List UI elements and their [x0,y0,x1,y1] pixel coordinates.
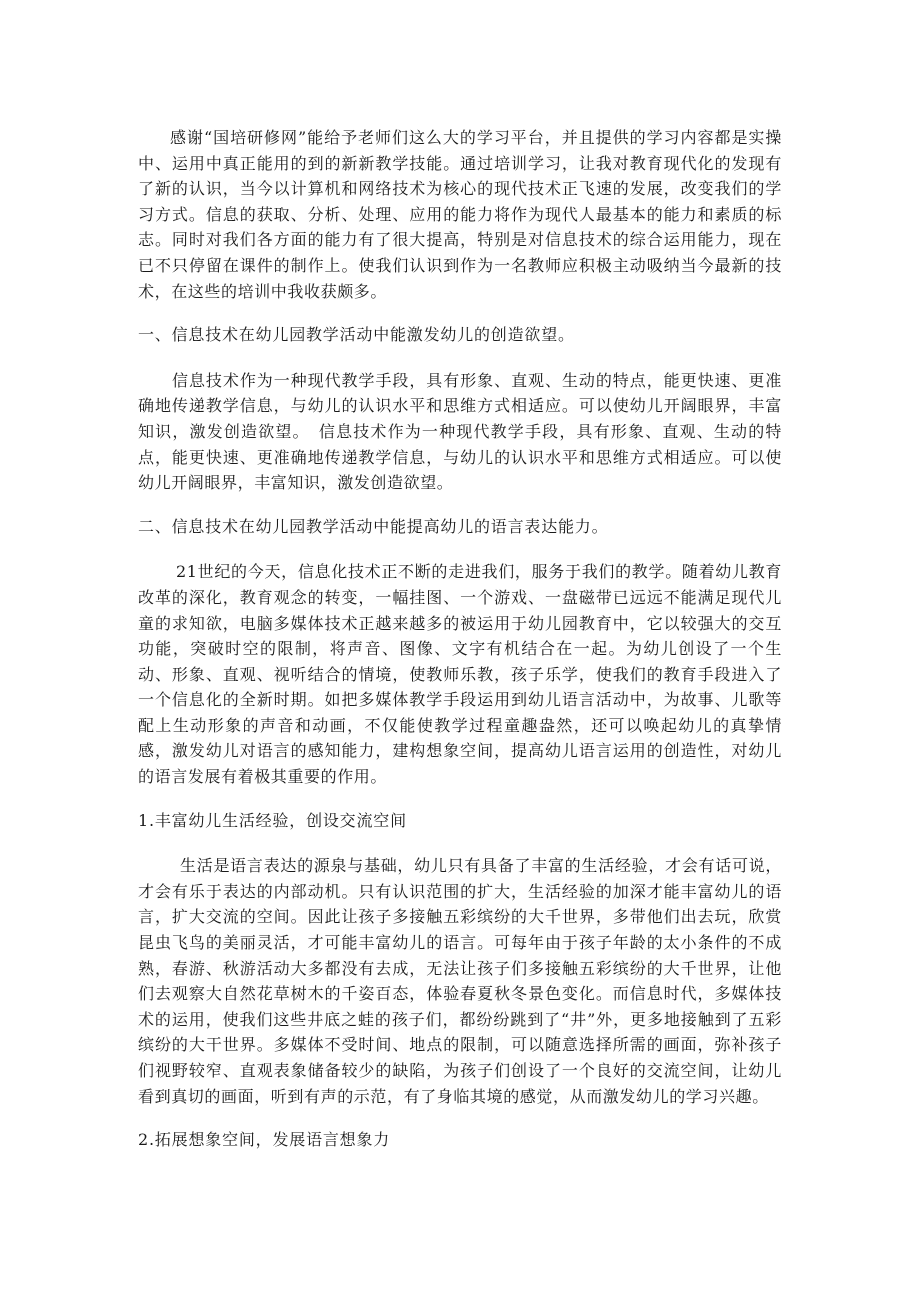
section-2-paragraph: 21世纪的今天，信息化技术正不断的走进我们，服务于我们的教学。随着幼儿教育改革的深化，教育观念的转变，一幅挂图、一个游戏、一盘磁带已远远不能满足现代儿童的求知欲，电脑多媒体技术正越来越多的被运用于幼儿园教育中，它以较强大的交互功能，突破时空的限制，将声音、图像、文字有机结合在一起。为幼儿创设了一个生动、形象、直观、视听结合的情境，使教师乐教，孩子乐学，使我们的教育手段进入了一个信息化的全新时期。如把多媒体教学手段运用到幼儿语言活动中，为故事、儿歌等配上生动形象的声音和动画，不仅能使教学过程童趣盎然，还可以唤起幼儿的真挚情感，激发幼儿对语言的感知能力，建构想象空间，提高幼儿语言运用的创造性，对幼儿的语言发展有着极其重要的作用。 [138,562,782,787]
subsection-2-heading: 2.拓展想象空间，发展语言想象力 [138,1130,391,1150]
section-1-paragraph: 信息技术作为一种现代教学手段，具有形象、直观、生动的特点，能更快速、更准确地传递教学信息，与幼儿的认识水平和思维方式相适应。可以使幼儿开阔眼界，丰富知识，激发创造欲望。 信息技术作为一种现代教学手段，具有形象、直观、生动的特点，能更快速、更准确地传递教学信息，与幼儿的认识水平和思维方式相适应。可以使幼儿开阔眼界，丰富知识，激发创造欲望。 [138,370,782,493]
subsection-1-paragraph: 生活是语言表达的源泉与基础，幼儿只有具备了丰富的生活经验，才会有话可说，才会有乐于表达的内部动机。只有认识范围的扩大，生活经验的加深才能丰富幼儿的语言，扩大交流的空间。因此让孩子多接触五彩缤纷的大千世界，多带他们出去玩，欣赏昆虫飞鸟的美丽灵活，才可能丰富幼儿的语言。可每年由于孩子年龄的太小条件的不成熟，春游、秋游活动大多都没有去成，无法让孩子们多接触五彩缤纷的大千世界，让他们去观察大自然花草树木的千姿百态，体验春夏秋冬景色变化。而信息时代，多媒体技术的运用，使我们这些井底之蛙的孩子们，都纷纷跳到了“井”外，更多地接触到了五彩缤纷的大干世界。多媒体不受时间、地点的限制，可以随意选择所需的画面，弥补孩子们视野较窄、直观表象储备较少的缺陷，为孩子们创设了一个良好的交流空间，让幼儿看到真切的画面，听到有声的示范，有了身临其境的感觉，从而激发幼儿的学习兴趣。 [138,856,782,1106]
section-2-heading: 二、信息技术在幼儿园教学活动中能提高幼儿的语言表达能力。 [138,516,609,536]
document-page [138,125,782,1153]
section-1-heading: 一、信息技术在幼儿园教学活动中能激发幼儿的创造欲望。 [138,325,575,345]
intro-paragraph: 感谢“国培研修网”能给予老师们这么大的学习平台，并且提供的学习内容都是实操中、运用中真正能用的到的新新教学技能。通过培训学习，让我对教育现代化的发现有了新的认识，当今以计算机和网络技术为核心的现代技术正飞速的发展，改变我们的学习方式。信息的获取、分析、处理、应用的能力将作为现代人最基本的能力和素质的标志。同时对我们各方面的能力有了很大提高，特别是对信息技术的综合运用能力，现在已不只停留在课件的制作上。使我们认识到作为一名教师应积极主动吸纳当今最新的技术，在这些的培训中我收获颇多。 [138,128,782,301]
subsection-1-heading: 1.丰富幼儿生活经验，创设交流空间 [138,810,407,830]
